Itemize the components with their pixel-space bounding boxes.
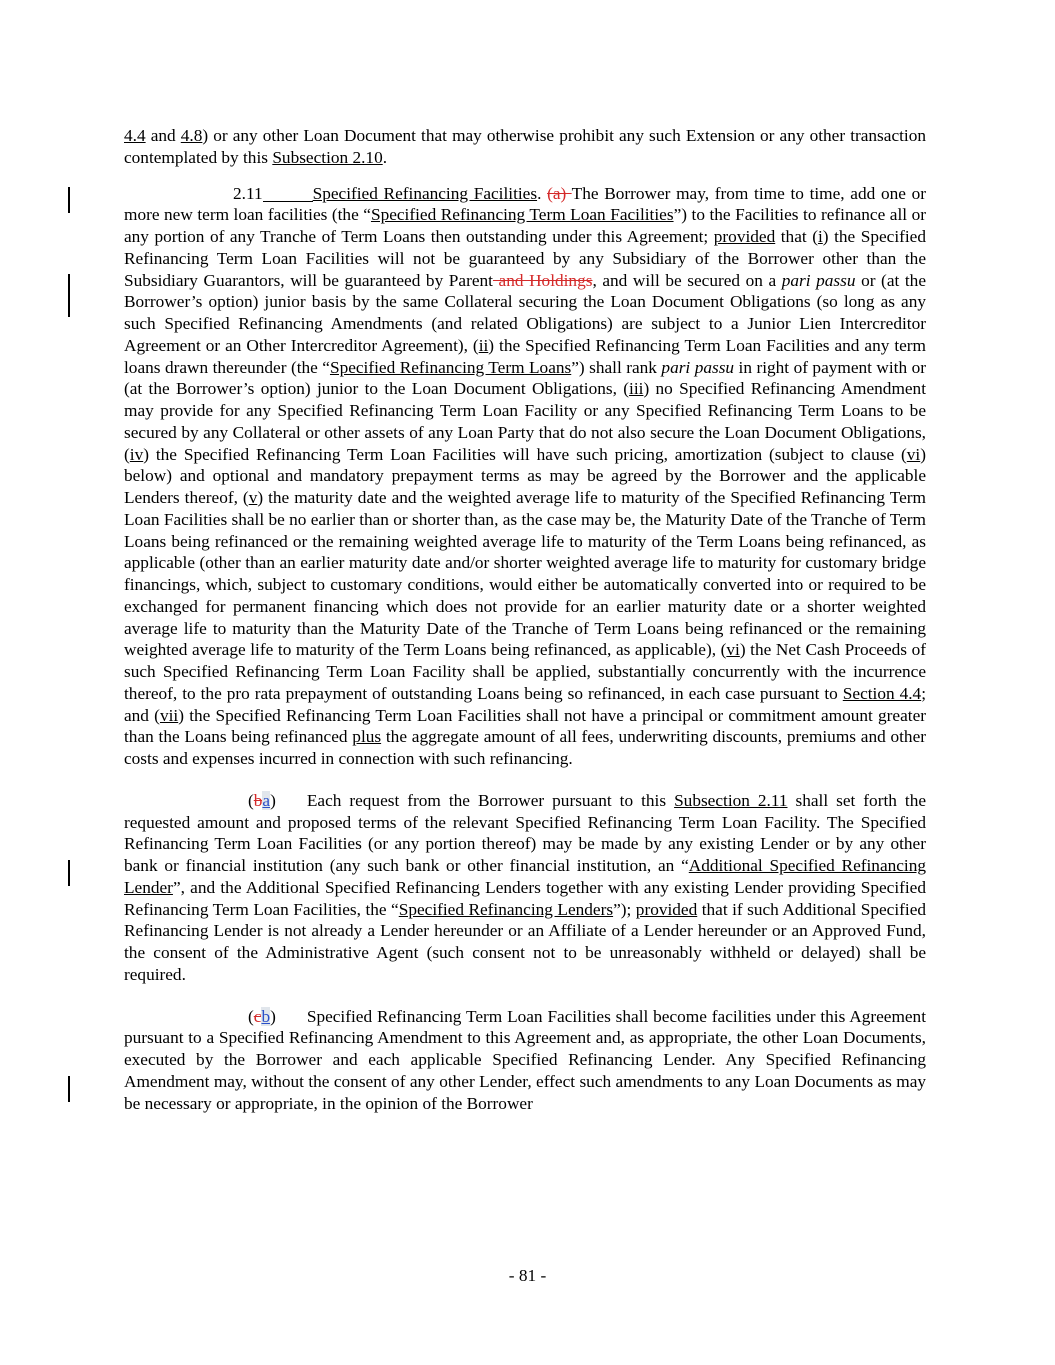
defined-term: Specified Refinancing Lenders [398, 899, 614, 919]
change-bar-section-heading [68, 187, 70, 213]
clause-b-paragraph: (cb) Specified Refinancing Term Loan Facilities shall become facilities under this Agreement pursuant to a Specified Refinancing Amendment to this Agreement and, as appropriate, the other Loan Documents, executed by the Borrower and each applicable Specified Refinancing Lender. Any Specified Refinancing Amendment may, without the consent of any other Lender, effect such amendments to any Loan Documents as may be necessary or appropriate, in the opinion of the Borrower [124, 1006, 926, 1113]
change-bar-clause-a [68, 860, 70, 886]
section-heading: Specified Refinancing Facilities [312, 183, 538, 203]
clause-a-paragraph: (ba) Each request from the Borrower pursuant to this Subsection 2.11 shall set forth the requested amount and proposed terms of the relevant Specified Refinancing Term Loan Facility. The Specified Refinancing Term Loan Facilities (or any portion thereof) may be made by any existing Lender or by any other bank or financial institution (any such bank or other financial institution, an “Additional Specified Refinancing Lender”, and the Additional Specified Refinancing Lenders together with any existing Lender providing Specified Refinancing Term Loan Facilities, the “Specified Refinancing Lenders”); provided that if such Additional Specified Refinancing Lender is not already a Lender hereunder or an Affiliate of a Lender hereunder or an Approved Fund, the consent of the Administrative Agent (such consent not to be unreasonably withheld or delayed) shall be required. [124, 790, 927, 984]
clause-label: vi [906, 444, 921, 464]
section-2-11-paragraph: 2.11 Specified Refinancing Facilities. (a) The Borrower may, from time to time, add one or more new term loan facilities (the “Specified Refinancing Term Loan Facilities”) to the Facilities to refinance all or any portion of any Tranche of Term Loans then outstanding under this Agreement; provided that (i) the Specified Refinancing Term Loan Facilities will not be guaranteed by any Subsidiary of the Borrower other than the Subsidiary Guarantors, will be guaranteed by Parent and Holdings, and will be secured on a pari passu or (at the Borrower’s option) junior basis by the same Collateral securing the Loan Document Obligations (so long as any such Specified Refinancing Amendments (and related Obligations) are subject to a Junior Lien Intercreditor Agreement or an Other Intercreditor Agreement), (ii) the Specified Refinancing Term Loan Facilities and any term loans drawn thereunder (the “Specified Refinancing Term Loans”) shall rank pari passu in right of payment with or (at the Borrower’s option) junior to the Loan Document Obligations, (iii) no Specified Refinancing Amendment may provide for any Specified Refinancing Term Loan Facility or any Specified Refinancing Term Loans to be secured by any Collateral or other assets of any Loan Party that do not also secure the Loan Document Obligations, (iv) the Specified Refinancing Term Loan Facilities will have such pricing, amortization (subject to clause (vi) below) and optional and mandatory prepayment terms as may be agreed by the Borrower and the applicable Lenders thereof, (v) the maturity date and the weighted average life to maturity of the Specified Refinancing Term Loan Facilities shall be no earlier than or shorter than, as the case may be, the Maturity Date of the Tranche of Term Loans being refinanced or the remaining weighted average life to maturity of the Term Loans being refinanced, as applicable (other than an earlier maturity date and/or shorter weighted average life to maturity for customary bridge financings, which, subject to customary conditions, would either be automatically converted into or required to be exchanged for permanent financing which does not provide for an earlier maturity date or a shorter weighted average life to maturity than the Maturity Date of the Tranche of Term Loans being refinanced or the remaining weighted average life to maturity of the Term Loans being refinanced, as applicable), (vi) the Net Cash Proceeds of such Specified Refinancing Term Loan Facility shall be applied, substantially concurrently with the incurrence thereof, to the pro rata prepayment of outstanding Loans being so refinanced, in each case pursuant to Section 4.4; and (vii) the Specified Refinancing Term Loan Facilities shall not have a principal or commitment amount greater than the Loans being refinanced plus the aggregate amount of all fees, underwriting discounts, premiums and other costs and expenses incurred in connection with such refinancing. [124, 183, 927, 768]
document-page [124, 125, 926, 1114]
deleted-text: b [253, 790, 263, 810]
defined-term: Specified Refinancing Term Loan Facilities [370, 205, 674, 225]
deleted-text: c [253, 1006, 262, 1026]
cross-reference: 4.4 [124, 126, 146, 145]
provided-term: provided [713, 227, 776, 246]
inserted-text: b [261, 1006, 271, 1026]
heading-underline-gap [263, 200, 313, 202]
clause-label: vi [726, 640, 740, 660]
defined-term: Specified Refinancing Term Loans [329, 357, 572, 377]
clause-label: i [817, 227, 823, 246]
cross-reference: 4.8 [180, 126, 203, 145]
change-bar-clause-b [68, 1076, 70, 1102]
clause-label: v [248, 488, 258, 507]
italic-term: pari passu [661, 357, 735, 377]
section-number: 2.11 [233, 183, 263, 203]
clause-label: iii [629, 379, 644, 399]
cross-reference: Subsection 2.10 [272, 147, 383, 167]
inserted-text: a [262, 790, 271, 810]
change-bar-parent-holdings [68, 274, 70, 317]
deleted-text: and Holdings [492, 270, 593, 290]
provided-term: provided [635, 899, 698, 919]
plus-term: plus [352, 727, 382, 747]
page-number: - 81 - [508, 1266, 547, 1285]
cross-reference: Section 4.4 [842, 683, 922, 703]
defined-term: Additional Specified Refinancing Lender [124, 856, 927, 897]
clause-label: ii [478, 335, 489, 355]
italic-term: pari passu [781, 270, 856, 290]
clause-label: vii [159, 705, 179, 725]
paragraph-continuation: 4.4 and 4.8) or any other Loan Document that may otherwise prohibit any such Extension or any other transaction contemplated by this Subsection 2.10. [124, 126, 927, 167]
cross-reference: Subsection 2.11 [674, 790, 788, 810]
clause-label: iv [129, 444, 144, 464]
deleted-text: (a) [547, 183, 572, 203]
